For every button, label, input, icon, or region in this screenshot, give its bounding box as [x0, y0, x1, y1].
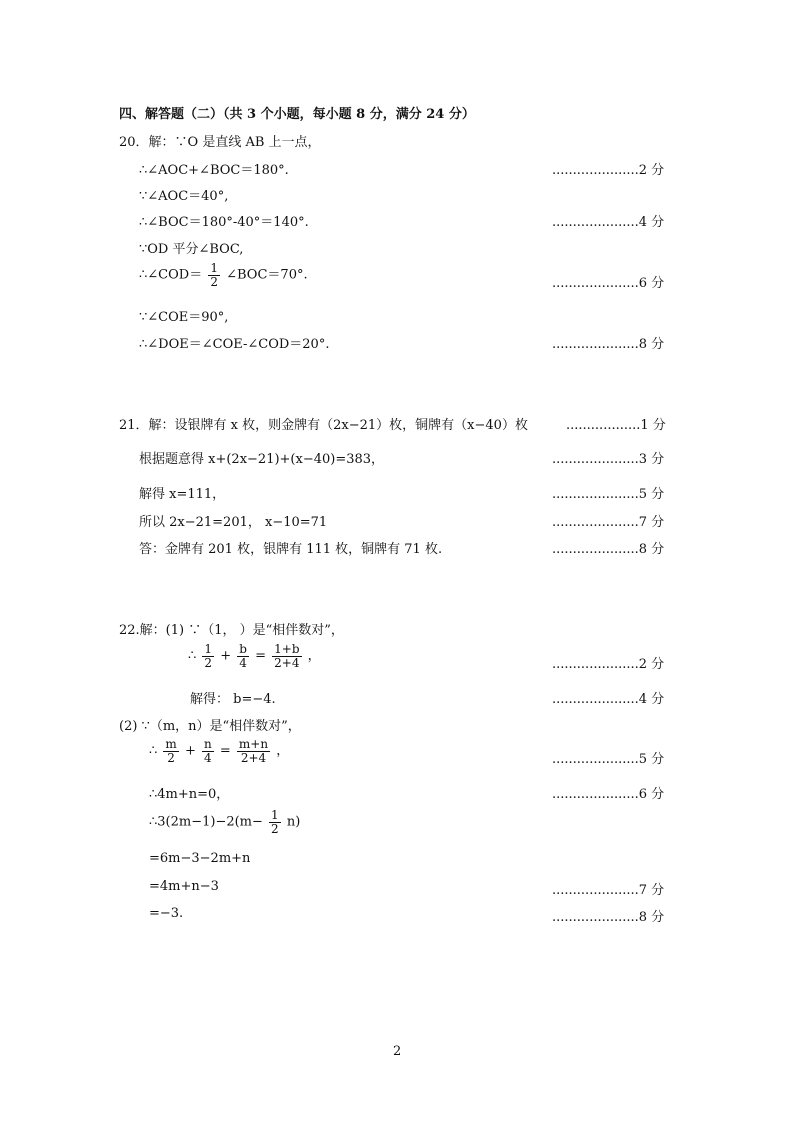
p22-line-10: =−3.: [149, 906, 184, 921]
fraction-denominator: 2: [271, 821, 279, 836]
fraction-numerator: 1+b: [274, 642, 300, 656]
p22-line-8: =6m−3−2m+n: [149, 851, 251, 866]
p22-line-7: [149, 809, 300, 835]
p22-equation-2: [149, 738, 289, 764]
p20-score-2: .....................2 分: [552, 163, 665, 178]
p22-score-2: .....................2 分: [552, 657, 665, 672]
fraction-denominator: 4: [239, 655, 247, 670]
fraction-b-4: [237, 643, 249, 669]
therefore-symbol: ∴: [149, 743, 158, 759]
fraction-1b-24: [272, 643, 301, 669]
p22-line-1: 22.解：(1) ∵（1， ）是“相伴数对”，: [119, 623, 344, 638]
comma-symbol: ，: [276, 743, 290, 759]
p20-score-4: .....................4 分: [552, 215, 665, 230]
fraction-numerator: 1: [210, 261, 218, 275]
equals-symbol: =: [219, 743, 231, 759]
fraction-denominator: 2+4: [240, 750, 267, 765]
p20-line-2: ∵∠AOC＝40°,: [139, 189, 229, 204]
fraction-half: [208, 262, 220, 288]
fraction-denominator: 2: [204, 655, 213, 670]
p21-line-1: 21．解：设银牌有 x 枚，则金牌有（2x−21）枚，铜牌有（x−40）枚: [119, 418, 528, 433]
p21-score-5: .....................5 分: [552, 487, 665, 502]
fraction-denominator: 4: [204, 750, 212, 765]
p22-line-9: =4m+n−3: [149, 879, 219, 894]
p22-line-4: (2) ∵（m，n）是“相伴数对”，: [119, 719, 301, 734]
plus-symbol: +: [184, 743, 196, 759]
p22-line-7-pre: ∴3(2m−1)−2(m−: [149, 814, 263, 830]
p21-score-8: .....................8 分: [552, 542, 665, 557]
fraction-numerator: 1: [271, 808, 279, 822]
p22-score-5: .....................5 分: [552, 752, 665, 767]
p21-score-7: .....................7 分: [552, 515, 665, 530]
therefore-symbol: ∴: [188, 648, 197, 664]
p21-line-4: 所以 2x−21=201， x−10=71: [139, 515, 328, 530]
fraction-numerator: m: [165, 737, 177, 751]
p20-score-8: .....................8 分: [552, 337, 665, 352]
fraction-numerator: b: [239, 642, 247, 656]
comma-symbol: ，: [307, 648, 321, 664]
fraction-1-2: [202, 643, 214, 669]
p20-line-5-post: ∠BOC＝70°.: [226, 267, 308, 283]
p20-line-4: ∵OD 平分∠BOC,: [139, 242, 244, 257]
p22-line-6: ∴4m+n=0，: [149, 787, 230, 802]
p20-line-7: ∴∠DOE＝∠COE-∠COD＝20°.: [139, 337, 330, 352]
p20-intro: 20．解：∵O 是直线 AB 上一点，: [119, 135, 321, 150]
section-title: 四、解答题（二）（共 3 个小题，每小题 8 分，满分 24 分）: [119, 107, 475, 122]
p22-score-6: .....................6 分: [552, 787, 665, 802]
p21-score-1: ..................1 分: [566, 418, 666, 433]
p20-line-1: ∴∠AOC+∠BOC＝180°.: [139, 163, 289, 178]
p20-score-6: .....................6 分: [552, 276, 665, 291]
p20-line-3: ∴∠BOC＝180°-40°＝140°.: [139, 215, 309, 230]
p21-line-3: 解得 x=111，: [139, 487, 226, 502]
p20-line-5-pre: ∴∠COD＝: [139, 267, 203, 283]
p21-answer: 答：金牌有 201 枚，银牌有 111 枚，铜牌有 71 枚.: [139, 542, 443, 557]
p22-score-8: .....................8 分: [552, 910, 665, 925]
p21-score-3: .....................3 分: [552, 452, 665, 467]
page-number: 2: [393, 1044, 402, 1059]
equals-symbol: =: [255, 648, 266, 664]
plus-symbol: +: [220, 648, 232, 664]
p22-line-3: 解得： b=−4.: [190, 692, 276, 707]
fraction-denominator: 2+4: [274, 655, 300, 670]
p22-score-7: .....................7 分: [552, 883, 665, 898]
p20-line-6: ∵∠COE＝90°,: [139, 310, 229, 325]
p20-line-5: [139, 262, 308, 288]
p22-line-7-post: n): [286, 814, 301, 830]
fraction-numerator: m+n: [238, 737, 269, 751]
fraction-numerator: 1: [204, 642, 213, 656]
fraction-mn-24: [237, 738, 270, 764]
p21-line-2: 根据题意得 x+(2x−21)+(x−40)=383，: [139, 452, 385, 467]
fraction-m-2: [163, 738, 178, 764]
fraction-denominator: 2: [210, 274, 218, 289]
fraction-denominator: 2: [167, 750, 175, 765]
p22-equation-1: [188, 643, 321, 669]
p22-score-4: .....................4 分: [552, 692, 665, 707]
fraction-n-4: [202, 738, 214, 764]
fraction-numerator: n: [204, 737, 212, 751]
fraction-half-2: [269, 809, 281, 835]
